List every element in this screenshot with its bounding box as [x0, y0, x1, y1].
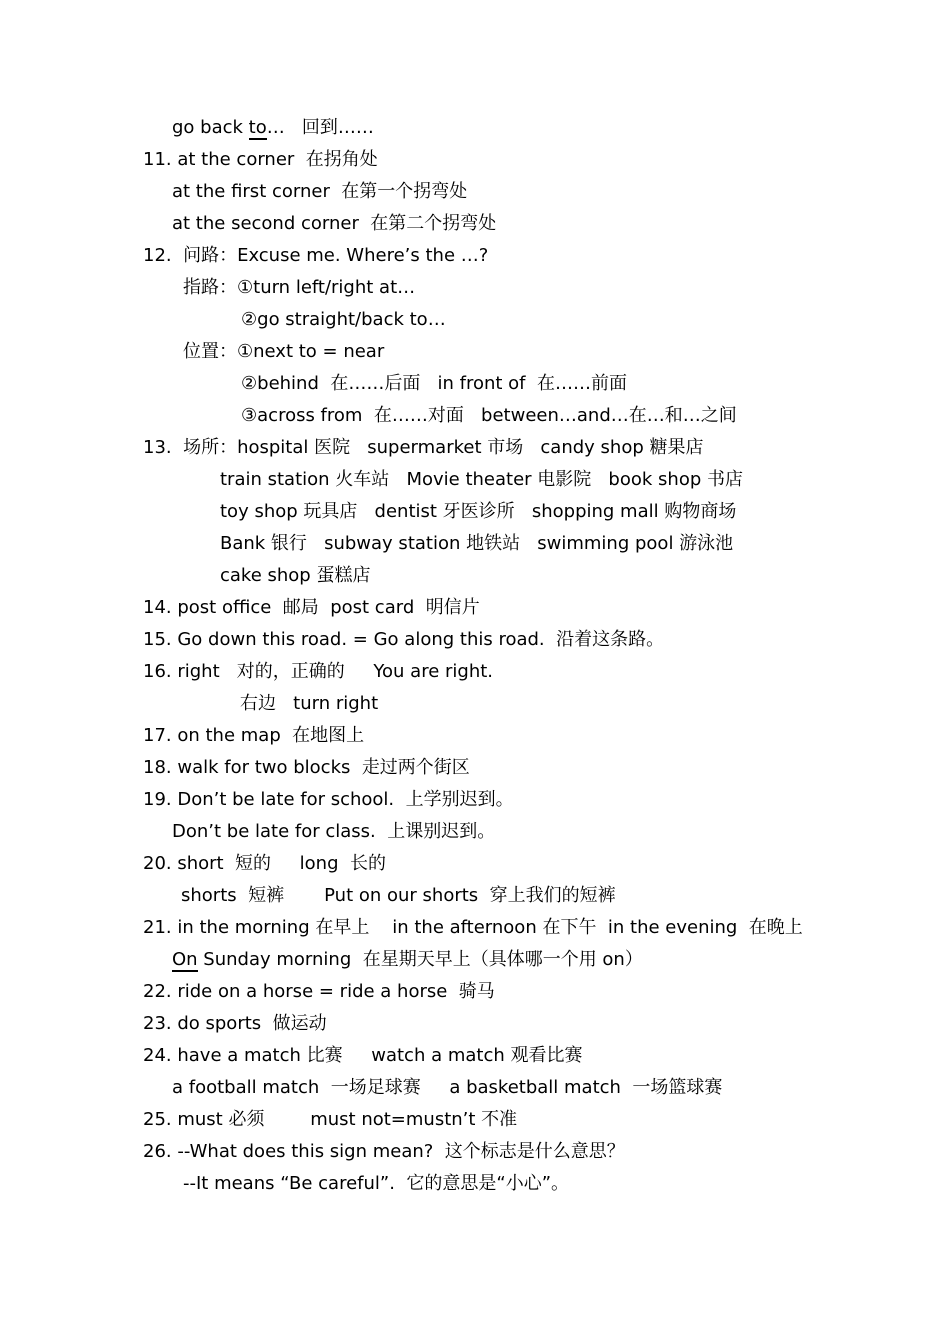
underlined-word: to — [248, 117, 267, 138]
item-24-sub: a football match 一场足球赛 a basketball match 一场篮球赛 — [172, 1077, 723, 1098]
item-12-directions-2: ②go straight/back to… — [241, 309, 446, 330]
item-13-row-4: Bank 银行 subway station 地铁站 swimming pool 游泳池 — [220, 533, 734, 554]
item-25: 25. must 必须 must not=mustn’t 不准 — [143, 1109, 518, 1130]
item-18: 18. walk for two blocks 走过两个街区 — [143, 757, 470, 778]
item-20: 20. short 短的 long 长的 — [143, 853, 386, 874]
line-go-back-to — [172, 116, 374, 140]
item-19: 19. Don’t be late for school. 上学别迟到。 — [143, 789, 514, 810]
item-13: 13. 场所：hospital 医院 supermarket 市场 candy shop 糖果店 — [143, 437, 704, 458]
item-13-row-2: train station 火车站 Movie theater 电影院 book shop 书店 — [220, 469, 743, 490]
item-11-sub-2: at the second corner 在第二个拐弯处 — [172, 213, 497, 234]
item-13-row-3: toy shop 玩具店 dentist 牙医诊所 shopping mall 购物商场 — [220, 501, 737, 522]
line-text: … 回到…… — [266, 117, 374, 138]
underlined-word: On — [172, 949, 198, 970]
item-11: 11. at the corner 在拐角处 — [143, 149, 378, 170]
item-20-sub: shorts 短裤 Put on our shorts 穿上我们的短裤 — [181, 885, 616, 906]
item-12-directions-1: 指路：①turn left/right at… — [183, 277, 416, 298]
item-19-sub: Don’t be late for class. 上课别迟到。 — [172, 821, 496, 842]
line-text: Sunday morning 在星期天早上（具体哪一个用 on） — [197, 949, 643, 970]
item-12-position-3: ③across from 在……对面 between…and…在…和…之间 — [241, 405, 737, 426]
item-11-sub-1: at the first corner 在第一个拐弯处 — [172, 181, 468, 202]
item-14: 14. post office 邮局 post card 明信片 — [143, 597, 480, 618]
item-22: 22. ride on a horse = ride a horse 骑马 — [143, 981, 495, 1002]
item-16: 16. right 对的，正确的 You are right. — [143, 661, 494, 682]
item-26-sub: --It means “Be careful”. 它的意思是“小心”。 — [183, 1173, 570, 1194]
item-21: 21. in the morning 在早上 in the afternoon 在下午 in the evening 在晚上 — [143, 917, 803, 938]
item-15: 15. Go down this road. = Go along this road. 沿着这条路。 — [143, 629, 665, 650]
item-12-position-2: ②behind 在……后面 in front of 在……前面 — [241, 373, 627, 394]
item-24: 24. have a match 比赛 watch a match 观看比赛 — [143, 1045, 583, 1066]
item-13-row-5: cake shop 蛋糕店 — [220, 565, 371, 586]
item-21-sub — [172, 948, 643, 972]
item-17: 17. on the map 在地图上 — [143, 725, 365, 746]
item-26: 26. --What does this sign mean? 这个标志是什么意思？ — [143, 1141, 625, 1162]
item-12-position-1: 位置：①next to = near — [183, 341, 385, 362]
item-23: 23. do sports 做运动 — [143, 1013, 327, 1034]
line-text: go back — [172, 117, 249, 138]
item-16-sub: 右边 turn right — [240, 693, 379, 714]
item-12: 12. 问路：Excuse me. Where’s the …? — [143, 245, 489, 266]
